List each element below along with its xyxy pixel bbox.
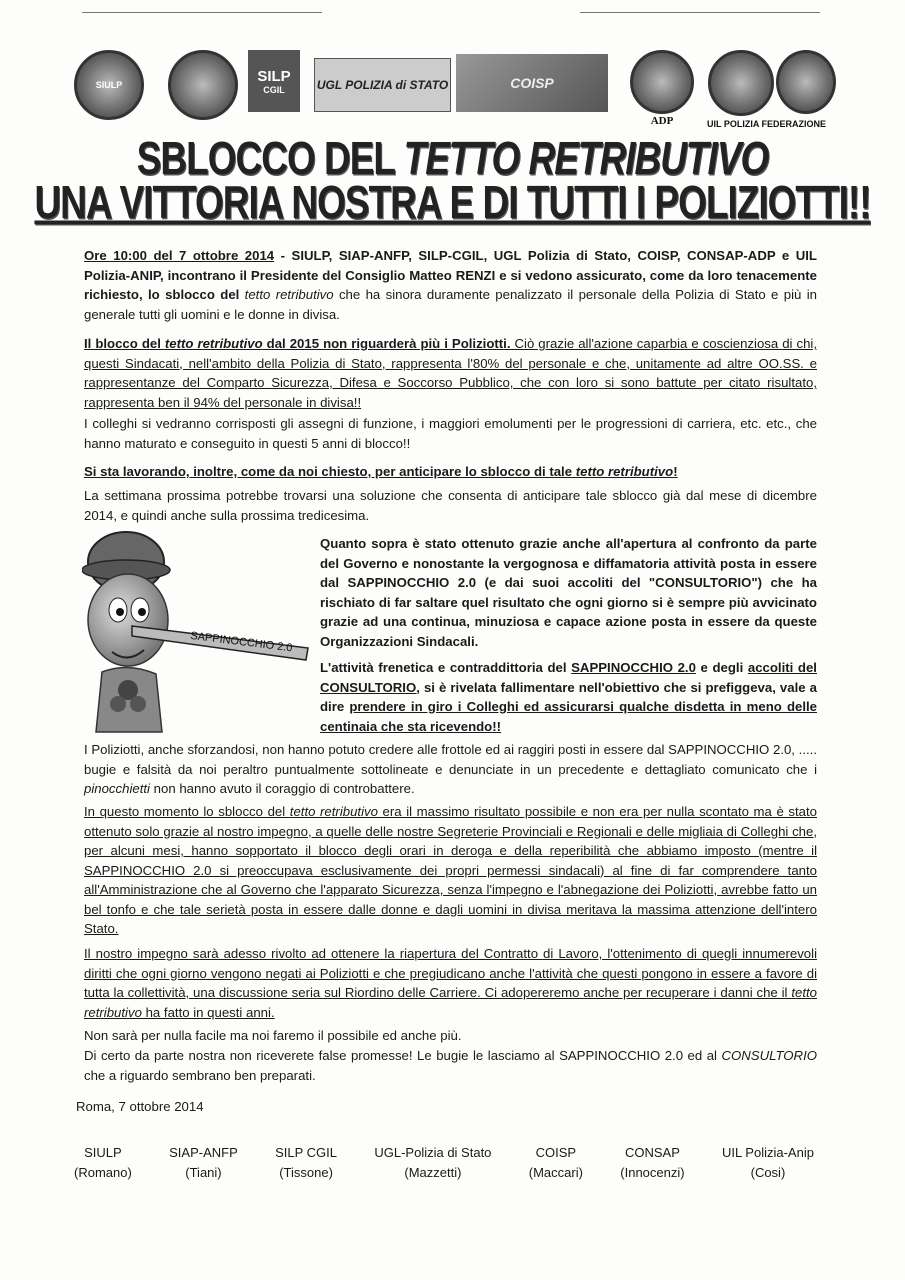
paragraph-momento: In questo momento lo sblocco del tetto retributivo era il massimo risultato possibile e non era per nulla scontato ma è stato ottenuto solo grazie al nostro impegno, a quelle delle nostre Segreterie Provinciali e Regionali e delle migliaia di Colleghi che, per alcuni mesi, hanno sopportato il blocco degli orari in deroga e della reperibilità che abbiamo imposto (mentre il SAPPINOCCHIO 2.0 si preoccupava esclusivamente dei propri permessi sindacali) al fine di far comprendere tanto all'Amministrazione che al Governo che l'apparato Sicurezza, senza l'impegno e l'abnegazione dei Poliziotti, avrebbe fatto un bel tonfo e che tale serietà posta in essere dalle donne e dagli uomini in divisa meritava la massima attenzione dell'intero Stato. (84, 804, 817, 936)
ugl-logo: UGL POLIZIA di STATO (314, 58, 451, 112)
paragraph-impegno: Il nostro impegno sarà adesso rivolto ad ottenere la riapertura del Contratto di Lavoro, l'ottenimento di quegli innumerevoli diritti che ogni giorno vengono negati ai Poliziotti e che pregiudicano anche l'attività che questi pongono in essere a favore di tutta la collettività, una discussione seria sul Riordino delle Carriere. Ci adopereremo anche per recuperare i danni che il tetto retributivo ha fatto in questi anni. (84, 946, 817, 1020)
paragraph-settimana: La settimana prossima potrebbe trovarsi una soluzione che consenta di anticipare tale sblocco già dal mese di dicembre 2014, e quindi anche sulla prossima tredicesima. (84, 488, 817, 523)
headline-line-1: SBLOCCO DEL TETTO RETRIBUTIVO (136, 132, 769, 184)
signature-consap: CONSAP (Innocenzi) (620, 1145, 685, 1180)
paragraph-lavorando: Si sta lavorando, inoltre, come da noi chiesto, per anticipare lo sblocco di tale tetto retributivo! (84, 464, 678, 479)
logo-strip (72, 50, 832, 129)
signature-siulp: SIULP (Romano) (74, 1145, 132, 1180)
siulp-logo: SIULP (74, 50, 144, 120)
signatures (74, 1143, 814, 1183)
headline-line-2: UNA VITTORIA NOSTRA E DI TUTTI I POLIZIOTTI!! (34, 176, 871, 228)
uil-logo-2 (776, 50, 836, 114)
paragraph-blocco: Il blocco del tetto retributivo dal 2015 non riguarderà più i Poliziotti. Ciò grazie all'azione caparbia e coscienziosa di chi, questi Sindacati, nell'ambito della Polizia di Stato, rappresenta l'80% del personale e che, unitamente ad altre OO.SS. e rappresentanze del Comparto Sicurezza, Difesa e Soccorso Pubblico, che con loro si sono battute per citato risultato, rappresenta ben il 94% del personale in divisa!! (84, 336, 818, 410)
paragraph-meeting: Ore 10:00 del 7 ottobre 2014 - SIULP, SIAP-ANFP, SILP-CGIL, UGL Polizia di Stato, COISP, CONSAP-ADP e UIL Polizia-ANIP, incontrano il Presidente del Consiglio Matteo RENZI e si vedono assicurato, come da loro tenacemente richiesto, lo sblocco del tetto retributivo che ha sinora duramente penalizzato il personale della Polizia di Stato e più in generale tutti gli uomini e le donne in divisa. (84, 248, 817, 322)
signature-uil: UIL Polizia-Anip (Cosi) (721, 1145, 814, 1180)
signature-siap: SIAP-ANFP (Tiani) (169, 1145, 238, 1180)
uil-logo: UIL POLIZIA FEDERAZIONE (708, 50, 774, 116)
top-rule-left (82, 12, 322, 13)
signature-coisp: COISP (Maccari) (528, 1145, 583, 1180)
pinocchio-illustration (82, 522, 312, 740)
paragraph-quanto-sopra: Quanto sopra è stato ottenuto grazie anche all'apertura al confronto da parte del Governo e nonostante la vergognosa e diffamatoria attività posta in essere dal SAPPINOCCHIO 2.0 (e dai suoi accoliti del "CONSULTORIO") che ha rischiato di far saltare quel risultato che ogni giorno si è sempre più avvicinato grazie ad una continua, minuziosa e capace azione posta in essere da queste Organizzazioni Sindacali. (320, 536, 817, 649)
siap-logo (168, 50, 238, 120)
signature-silp: SILP CGIL (Tissone) (275, 1145, 338, 1180)
place-date: Roma, 7 ottobre 2014 (76, 1099, 204, 1114)
paragraph-facile: Non sarà per nulla facile ma noi faremo il possibile ed anche più. (84, 1028, 462, 1043)
paragraph-attivita: L'attività frenetica e contraddittoria del SAPPINOCCHIO 2.0 e degli accoliti del CONSULTORIO, si è rivelata fallimentare nell'obiettivo che si prefiggeva, vale a dire prendere in giro i Colleghi ed assicurarsi qualche disdetta in meno delle centinaia che sta ricevendo!! (320, 660, 817, 734)
silp-logo: SILP CGIL (248, 50, 300, 112)
paragraph-colleghi: I colleghi si vedranno corrisposti gli assegni di funzione, i maggiori emolumenti per le progressioni di carriera, etc. etc., che hanno maturato e conseguito in questi 5 anni di blocco!! (84, 416, 817, 451)
adp-logo: ADP (630, 50, 694, 114)
coisp-logo: COISP (456, 54, 608, 112)
paragraph-promesse: Di certo da parte nostra non riceverete false promesse! Le bugie le lasciamo al SAPPINOCCHIO 2.0 ed al CONSULTORIO che a riguardo sembrano ben preparati. (84, 1048, 817, 1083)
paragraph-poliziotti: I Poliziotti, anche sforzandosi, non hanno potuto credere alle frottole ed ai raggiri posti in essere dal SAPPINOCCHIO 2.0, ..... bugie e falsità da noi peraltro puntualmente sottolineate e denunciate in un precedente e dettagliato comunicato che i pinocchietti non hanno avuto il coraggio di controbattere. (84, 742, 817, 796)
nose-label: SAPPINOCCHIO 2.0 (189, 629, 294, 655)
signature-ugl: UGL-Polizia di Stato (Mazzetti) (374, 1145, 492, 1180)
top-rule-right (580, 12, 820, 13)
